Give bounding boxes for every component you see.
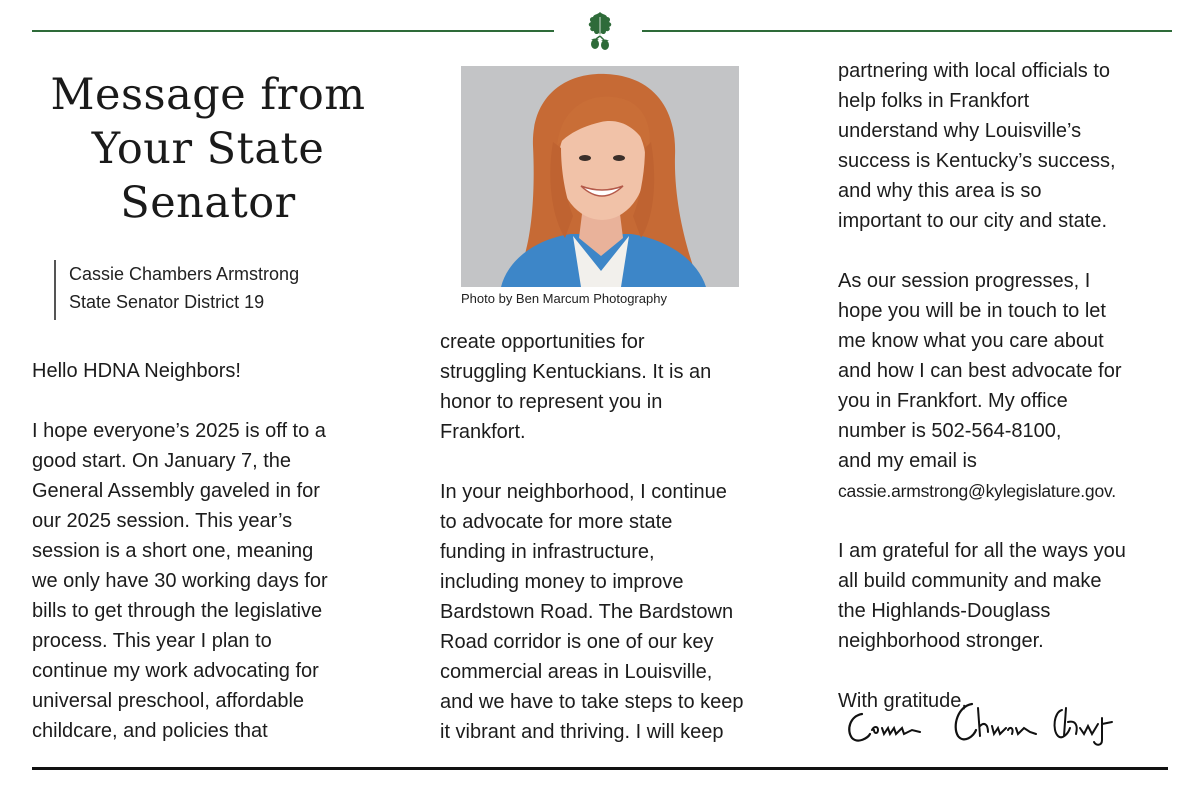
body-line: and how I can best advocate for <box>838 360 1122 382</box>
heading-line-2: Your State <box>91 124 325 174</box>
body-line: we only have 30 working days for <box>32 570 328 592</box>
body-line: the Highlands-Douglass <box>838 600 1051 622</box>
body-line: create opportunities for <box>440 331 645 353</box>
body-line: our 2025 session. This year’s <box>32 510 293 532</box>
body-line: childcare, and policies that <box>32 720 268 742</box>
body-line: commercial areas in Louisville, <box>440 661 713 683</box>
article-column-2 <box>440 327 796 747</box>
body-line: and we have to take steps to keep <box>440 691 744 713</box>
body-line: me know what you care about <box>838 330 1104 352</box>
handwritten-signature <box>840 700 1140 750</box>
body-line: success is Kentucky’s success, <box>838 150 1116 172</box>
body-line: good start. On January 7, the <box>32 450 292 472</box>
body-line: Bardstown Road. The Bardstown <box>440 601 734 623</box>
heading-line-1: Message from <box>50 70 366 120</box>
body-line: As our session progresses, I <box>838 270 1091 292</box>
heading-line-3: Senator <box>120 178 296 228</box>
body-line: you in Frankfort. My office <box>838 390 1068 412</box>
article-heading <box>40 68 376 230</box>
body-line: continue my work advocating for <box>32 660 319 682</box>
body-line: session is a short one, meaning <box>32 540 314 562</box>
body-line: funding in infrastructure, <box>440 541 655 563</box>
email-address: cassie.armstrong@kylegislature.gov. <box>838 481 1116 501</box>
body-line: important to our city and state. <box>838 210 1108 232</box>
body-line: universal preschool, affordable <box>32 690 305 712</box>
article-column-1 <box>32 356 392 746</box>
greeting: Hello HDNA Neighbors! <box>32 360 241 382</box>
photo-caption: Photo by Ben Marcum Photography <box>461 291 667 306</box>
body-line: honor to represent you in <box>440 391 663 413</box>
body-line: number is 502-564-8100, <box>838 420 1062 442</box>
body-line: In your neighborhood, I continue <box>440 481 727 503</box>
author-name: Cassie Chambers Armstrong <box>69 264 300 284</box>
article-column-3 <box>838 56 1178 716</box>
portrait-illustration <box>461 66 739 287</box>
footer-rule <box>32 767 1168 770</box>
author-byline <box>54 260 299 320</box>
body-line: it vibrant and thriving. I will keep <box>440 721 724 743</box>
body-line: all build community and make <box>838 570 1102 592</box>
header-rule-left <box>32 30 554 32</box>
body-line: help folks in Frankfort <box>838 90 1030 112</box>
body-line: Frankfort. <box>440 421 526 443</box>
body-line: struggling Kentuckians. It is an <box>440 361 712 383</box>
body-line: understand why Louisville’s <box>838 120 1082 142</box>
body-line: including money to improve <box>440 571 684 593</box>
oak-leaf-acorn-icon <box>580 9 620 55</box>
body-line: General Assembly gaveled in for <box>32 480 320 502</box>
body-line: process. This year I plan to <box>32 630 272 652</box>
body-line: neighborhood stronger. <box>838 630 1044 652</box>
header-rule-right <box>642 30 1172 32</box>
body-line: to advocate for more state <box>440 511 673 533</box>
body-line: I am grateful for all the ways you <box>838 540 1126 562</box>
closing-line: With gratitude, <box>838 690 967 712</box>
body-line: I hope everyone’s 2025 is off to a <box>32 420 326 442</box>
body-line: hope you will be in touch to let <box>838 300 1106 322</box>
body-line: and why this area is so <box>838 180 1042 202</box>
body-line: partnering with local officials to <box>838 60 1110 82</box>
body-line: bills to get through the legislative <box>32 600 323 622</box>
body-line: Road corridor is one of our key <box>440 631 714 653</box>
author-title: State Senator District 19 <box>69 292 265 312</box>
senator-portrait-photo <box>461 66 739 287</box>
body-line: and my email is <box>838 450 977 472</box>
